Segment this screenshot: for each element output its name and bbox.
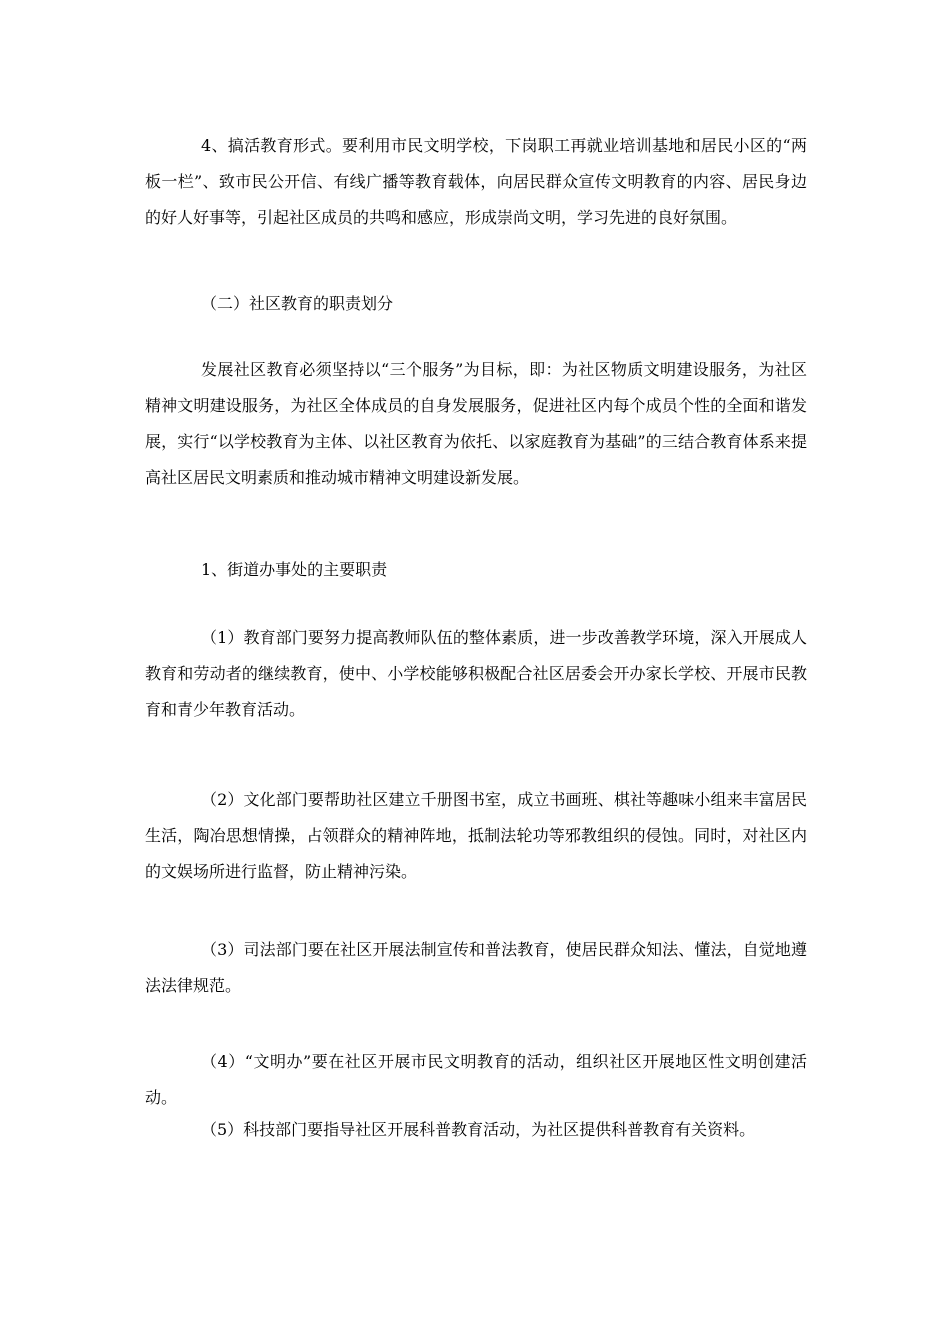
paragraph-justice-dept: （3）司法部门要在社区开展法制宣传和普法教育，使居民群众知法、懂法，自觉地遵法法律规范。 <box>145 940 807 995</box>
paragraph-education-dept: （1）教育部门要努力提高教师队伍的整体素质，进一步改善教学环境，深入开展成人教育和劳动者的继续教育，使中、小学校能够积极配合社区居委会开办家长学校、开展市民教育和青少年教育活动。 <box>145 628 807 719</box>
section-heading-responsibilities: （二）社区教育的职责划分 <box>201 294 394 313</box>
paragraph-education-forms: 4、搞活教育形式。要利用市民文明学校，下岗职工再就业培训基地和居民小区的“两板一栏”、致市民公开信、有线广播等教育载体，向居民群众宣传文明教育的内容、居民身边的好人好事等，引起社区成员的共鸣和感应，形成崇尚文明，学习先进的良好氛围。 <box>145 136 807 227</box>
paragraph-culture-dept: （2）文化部门要帮助社区建立千册图书室，成立书画班、棋社等趣味小组来丰富居民生活，陶冶思想情操，占领群众的精神阵地，抵制法轮功等邪教组织的侵蚀。同时，对社区内的文娱场所进行监督，防止精神污染。 <box>145 790 807 881</box>
paragraph-development-goals: 发展社区教育必须坚持以“三个服务”为目标，即：为社区物质文明建设服务，为社区精神文明建设服务，为社区全体成员的自身发展服务，促进社区内每个成员个性的全面和谐发展，实行“以学校教育为主体、以社区教育为依托、以家庭教育为基础”的三结合教育体系来提高社区居民文明素质和推动城市精神文明建设新发展。 <box>145 360 807 487</box>
paragraph-science-dept: （5）科技部门要指导社区开展科普教育活动，为社区提供科普教育有关资料。 <box>201 1120 756 1139</box>
subheading-street-office-duties: 1、街道办事处的主要职责 <box>201 560 388 579</box>
paragraph-civilization-office: （4）“文明办”要在社区开展市民文明教育的活动，组织社区开展地区性文明创建活动。 <box>145 1052 807 1107</box>
